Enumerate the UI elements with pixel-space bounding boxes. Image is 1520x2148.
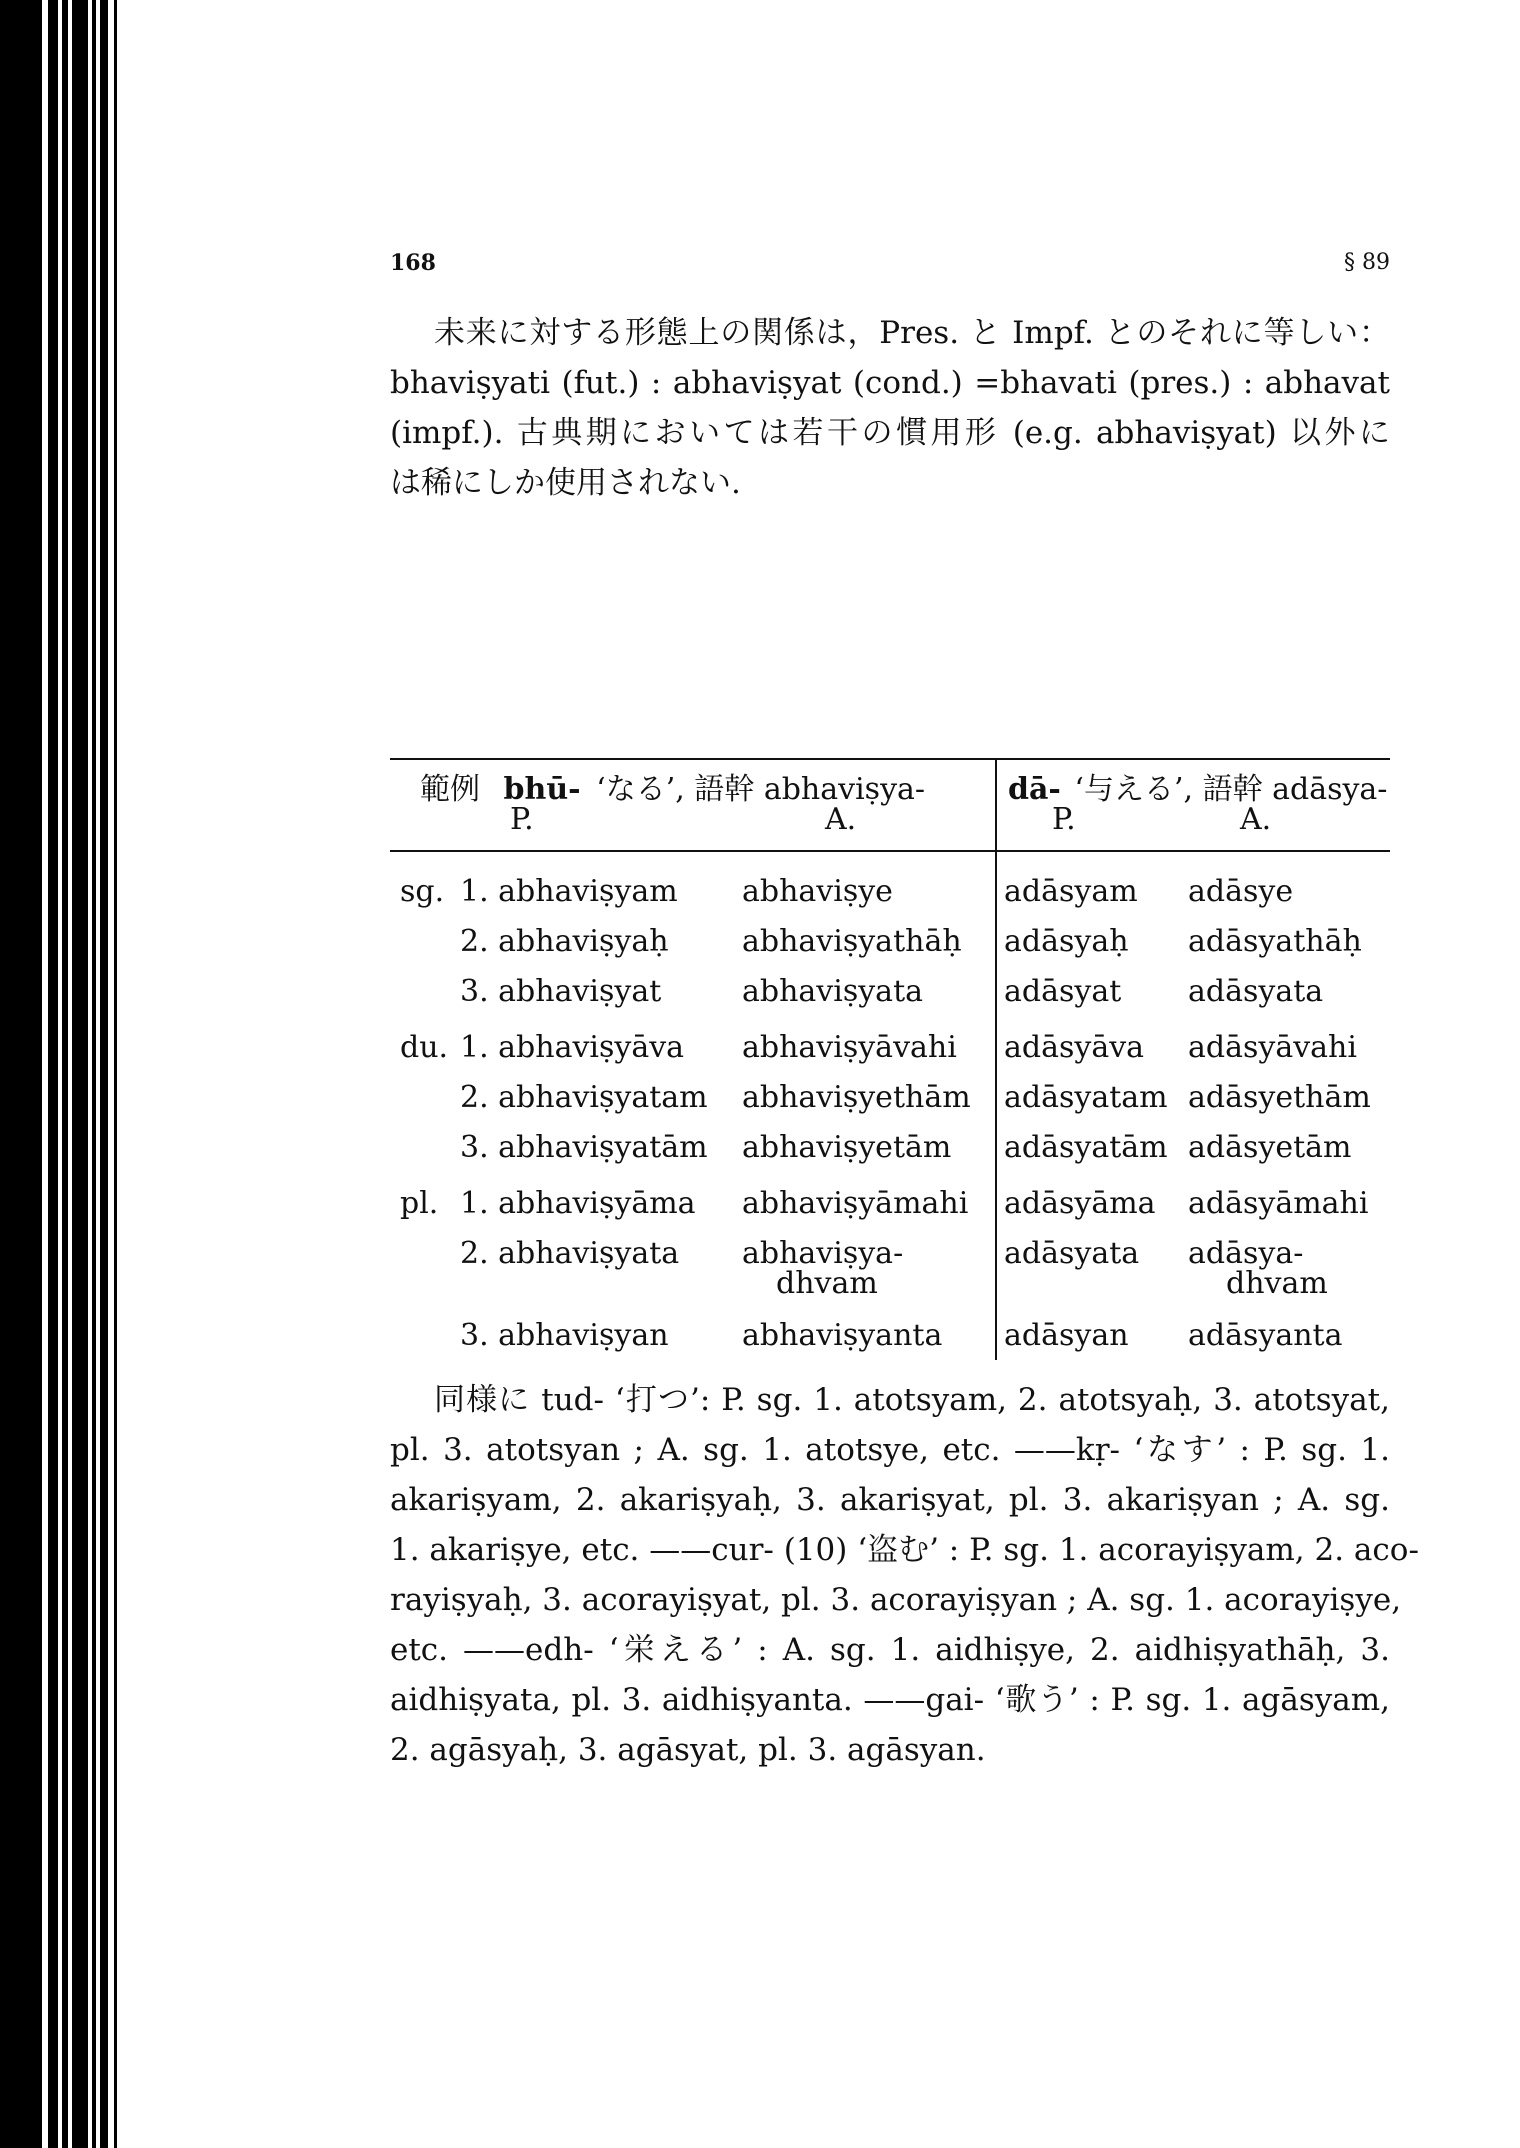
table-cell: adāsyethām [1188, 1080, 1371, 1115]
text-line: rayiṣyaḥ, 3. acorayiṣyat, pl. 3. acorayiṣyan ; A. sg. 1. acorayiṣye, [390, 1582, 1402, 1618]
text-line: 2. agāsyaḥ, 3. agāsyat, pl. 3. agāsyan. [390, 1732, 986, 1768]
table-cell: 3. abhaviṣyat [460, 974, 662, 1009]
text-line: etc. ——edh- ‘栄える’ : A. sg. 1. aidhiṣye, 2. aidhiṣyathāḥ, 3. [390, 1632, 1390, 1668]
table-cell: abhaviṣye [742, 874, 893, 909]
table-cell: adāsyetām [1188, 1130, 1352, 1165]
table-cell: adāsyatām [1004, 1130, 1168, 1165]
number-label: pl. [400, 1186, 439, 1221]
section-mark: § 89 [1344, 250, 1390, 275]
table-cell: adāsyanta [1188, 1318, 1343, 1353]
text-line: 1. akariṣye, etc. ——cur- (10) ‘盗む’ : P. sg. 1. acorayiṣyam, 2. aco- [390, 1532, 1419, 1568]
voice-p-label: P. [510, 802, 534, 837]
scan-binding-edge [0, 0, 130, 2148]
header-verb: bhū- [503, 772, 581, 807]
table-cell: 2. abhaviṣyaḥ [460, 924, 669, 959]
table-cell: abhaviṣyetām [742, 1130, 952, 1165]
table-cell: adāsyatam [1004, 1080, 1168, 1115]
text-line: は稀にしか使用されない. [390, 465, 741, 501]
running-head [390, 250, 1390, 290]
text-line: aidhiṣyata, pl. 3. aidhiṣyanta. ——gai- ‘歌う’ : P. sg. 1. agāsyam, [390, 1682, 1390, 1718]
header-gloss: ‘なる’, 語幹 abhaviṣya- [596, 772, 926, 807]
text-line: (impf.). 古典期においては若干の慣用形 (e.g. abhaviṣyat) 以外に [390, 415, 1390, 451]
table-cell: adāsyata [1188, 974, 1324, 1009]
text-line: 未来に対する形態上の関係は，Pres. と Impf. とのそれに等しい： [434, 315, 1390, 351]
text-line: pl. 3. atotsyan ; A. sg. 1. atotsye, etc. ——kṛ- ‘なす’ : P. sg. 1. [390, 1432, 1390, 1468]
table-cell: adāsyan [1004, 1318, 1129, 1353]
table-cell: adāsyāmahi [1188, 1186, 1369, 1221]
table-cell: 2. abhaviṣyata [460, 1236, 680, 1271]
number-label: du. [400, 1030, 449, 1065]
number-label: sg. [400, 874, 445, 909]
table-cell: 1. abhaviṣyāva [460, 1030, 685, 1065]
page-number: 168 [390, 250, 436, 276]
table-cell: abhaviṣyāmahi [742, 1186, 969, 1221]
table-cell: abhaviṣyāvahi [742, 1030, 957, 1065]
table-cell: 1. abhaviṣyāma [460, 1186, 696, 1221]
intro-paragraph [390, 308, 1390, 508]
text-line: 同様に tud- ‘打つ’: P. sg. 1. atotsyam, 2. atotsyaḥ, 3. atotsyat, [434, 1382, 1390, 1418]
conditional-paradigm-table [390, 758, 1390, 1358]
table-cell: adāsyam [1004, 874, 1138, 909]
table-cell: abhaviṣya- [742, 1236, 904, 1271]
table-cell: 2. abhaviṣyatam [460, 1080, 708, 1115]
voice-a-label: A. [825, 802, 857, 837]
table-cell: abhaviṣyathāḥ [742, 924, 962, 959]
table-top-rule [390, 758, 1390, 760]
table-cell: 1. abhaviṣyam [460, 874, 678, 909]
text-line: bhaviṣyati (fut.) : abhaviṣyat (cond.) =bhavati (pres.) : abhavat [390, 365, 1390, 401]
table-cell: abhaviṣyethām [742, 1080, 971, 1115]
table-cell: adāsyata [1004, 1236, 1140, 1271]
table-cell: adāsyathāḥ [1188, 924, 1362, 959]
voice-p-label: P. [1052, 802, 1076, 837]
table-cell: abhaviṣyata [742, 974, 924, 1009]
table-cell: abhaviṣyanta [742, 1318, 943, 1353]
text-line: akariṣyam, 2. akariṣyaḥ, 3. akariṣyat, pl. 3. akariṣyan ; A. sg. [390, 1482, 1390, 1518]
table-cell-continuation: dhvam [1226, 1266, 1328, 1301]
table-cell: 3. abhaviṣyan [460, 1318, 669, 1353]
table-cell: adāsyaḥ [1004, 924, 1129, 959]
header-gloss: ‘与える’, 語幹 adāsya- [1074, 772, 1388, 807]
header-verb: dā- [1008, 772, 1061, 807]
table-cell: adāsya- [1188, 1236, 1304, 1271]
table-column-divider [995, 758, 997, 1360]
header-prefix: 範例 [420, 772, 480, 807]
table-header-rule [390, 850, 1390, 852]
table-cell: adāsyāma [1004, 1186, 1156, 1221]
table-cell-continuation: dhvam [776, 1266, 878, 1301]
table-cell: adāsyāvahi [1188, 1030, 1357, 1065]
table-cell: 3. abhaviṣyatām [460, 1130, 708, 1165]
table-cell: adāsyat [1004, 974, 1122, 1009]
table-cell: adāsyāva [1004, 1030, 1145, 1065]
examples-paragraph [390, 1375, 1419, 1775]
voice-a-label: A. [1240, 802, 1272, 837]
table-cell: adāsye [1188, 874, 1294, 909]
